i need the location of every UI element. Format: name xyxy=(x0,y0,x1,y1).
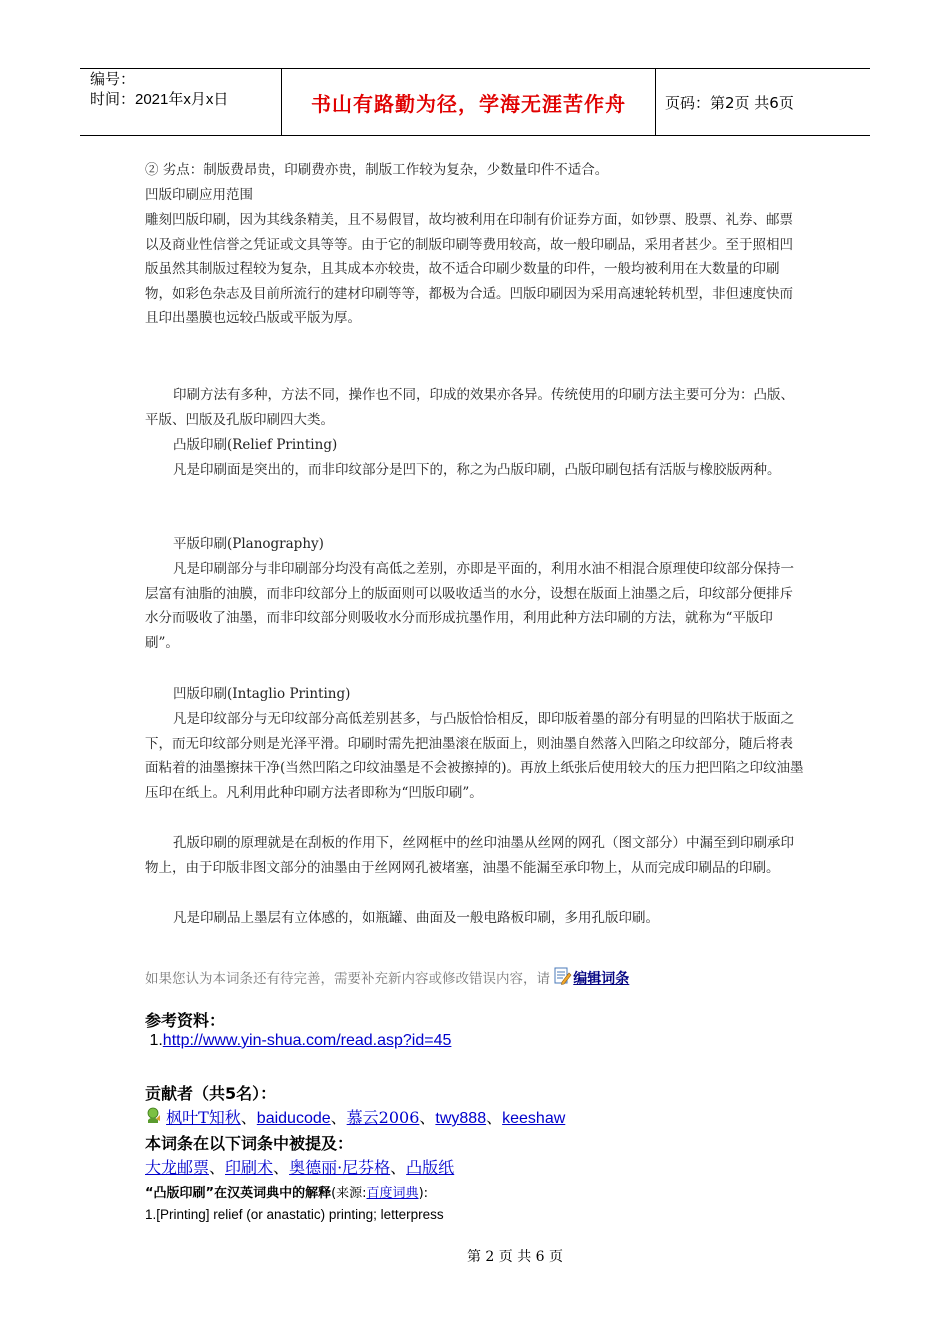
mention-link[interactable]: 印刷术 xyxy=(225,1158,274,1177)
contributor-badge-icon xyxy=(145,1107,161,1125)
page-footer: 第 2 页 共 6 页 xyxy=(466,1249,564,1265)
section-heading: 凸版印刷(Relief Printing) xyxy=(173,437,338,453)
edit-note-text: 如果您认为本词条还有待完善，需要补充新内容或修改错误内容，请 xyxy=(145,971,550,987)
paragraph: 印刷方法有多种，方法不同，操作也不同，印成的效果亦各异。传统使用的印刷方法主要可分为：凸版、平版、凹版及孔版印刷四大类。 xyxy=(145,387,794,428)
contributors-list xyxy=(145,1105,565,1128)
edit-icon[interactable] xyxy=(554,966,572,986)
paragraph: ② 劣点：制版费昂贵，印刷费亦贵，制版工作较为复杂，少数量印件不适合。 xyxy=(145,162,609,178)
dictionary-source-suffix: ): xyxy=(418,1186,429,1201)
dictionary-entry: 1.[Printing] relief (or anastatic) printing; letterpress xyxy=(145,1207,444,1222)
header-divider xyxy=(655,68,656,136)
paragraph: 雕刻凹版印刷，因为其线条精美，且不易假冒，故均被利用在印制有价证券方面，如钞票、股票、礼券、邮票以及商业性信誉之凭证或文具等等。由于它的制版印刷等费用较高，故一般印刷品，采用者甚少。至于照相凹版虽然其制版过程较为复杂，且其成本亦较贵，故不适合印刷少数量的印件，一般均被利用在大数量的印刷物，如彩色杂志及目前所流行的建材印刷等等，都极为合适。凹版印刷因为采用高速轮转机型，非但速度快而且印出墨膜也远较凸版或平版为厚。 xyxy=(145,212,793,326)
contributor-link[interactable]: keeshaw xyxy=(502,1110,566,1127)
paragraph: 凡是印刷部分与非印刷部分均没有高低之差别，亦即是平面的，利用水油不相混合原理使印纹部分保持一层富有油脂的油膜，而非印纹部分上的版面则可以吸收适当的水分，设想在版面上油墨之后，印纹部分便排斥水分而吸收了油墨，而非印纹部分则吸收水分而形成抗墨作用，利用此种方法印刷的方法，就称为“平版印刷”。 xyxy=(145,561,794,651)
separator: 、 xyxy=(330,1108,347,1127)
mentions-list xyxy=(145,1155,454,1178)
code-label: 编号： xyxy=(90,71,136,88)
edit-note xyxy=(145,966,629,988)
reference-index: 1. xyxy=(149,1032,163,1049)
separator: 、 xyxy=(273,1158,290,1177)
edit-entry-link[interactable]: 编辑词条 xyxy=(573,971,630,987)
time-label: 时间：2021年x月x日 xyxy=(90,91,229,108)
contributor-link[interactable]: 枫叶T知秋 xyxy=(166,1108,241,1127)
contributor-link[interactable]: twy888 xyxy=(435,1110,487,1127)
dictionary-source-prefix: (来源: xyxy=(331,1186,367,1201)
dictionary-title xyxy=(145,1182,428,1201)
separator: 、 xyxy=(209,1158,226,1177)
dictionary-source-link[interactable]: 百度词典 xyxy=(366,1186,419,1201)
mention-link[interactable]: 凸版纸 xyxy=(406,1158,455,1177)
references-title: 参考资料： xyxy=(145,1011,226,1030)
separator: 、 xyxy=(240,1108,257,1127)
mentions-title: 本词条在以下词条中被提及： xyxy=(145,1134,354,1153)
section-heading: 平版印刷(Planography) xyxy=(173,536,324,552)
paragraph: 凡是印刷面是突出的，而非印纹部分是凹下的，称之为凸版印刷，凸版印刷包括有活版与橡胶版两种。 xyxy=(173,462,781,478)
paragraph: 凹版印刷应用范围 xyxy=(145,187,253,203)
separator: 、 xyxy=(390,1158,407,1177)
header-motto: 书山有路勤为径，学海无涯苦作舟 xyxy=(311,92,626,116)
paragraph: 孔版印刷的原理就是在刮板的作用下，丝网框中的丝印油墨从丝网的网孔（图文部分）中漏至到印刷承印物上，由于印版非图文部分的油墨由于丝网网孔被堵塞，油墨不能漏至承印物上，从而完成印刷品的印刷。 xyxy=(145,835,794,876)
separator: 、 xyxy=(419,1108,436,1127)
contributors-title: 贡献者（共5名）： xyxy=(145,1084,277,1103)
header-meta xyxy=(90,70,228,110)
mention-link[interactable]: 大龙邮票 xyxy=(145,1158,210,1177)
dictionary-title-text: “凸版印刷”在汉英词典中的解释 xyxy=(145,1186,332,1201)
section-heading: 凹版印刷(Intaglio Printing) xyxy=(173,686,351,702)
separator: 、 xyxy=(486,1108,503,1127)
reference-item xyxy=(145,1032,451,1050)
reference-link[interactable]: http://www.yin-shua.com/read.asp?id=45 xyxy=(162,1032,452,1049)
paragraph: 凡是印刷品上墨层有立体感的，如瓶罐、曲面及一般电路板印刷，多用孔版印刷。 xyxy=(173,910,659,926)
contributor-link[interactable]: 慕云2006 xyxy=(346,1108,420,1127)
header-page-info: 页码：第2页 共6页 xyxy=(665,94,794,112)
mention-link[interactable]: 奥德丽·尼芬格 xyxy=(289,1158,391,1177)
paragraph: 凡是印纹部分与无印纹部分高低差别甚多，与凸版恰恰相反，即印版着墨的部分有明显的凹陷状于版面之下，而无印纹部分则是光泽平滑。印刷时需先把油墨滚在版面上，则油墨自然落入凹陷之印纹部分，随后将表面粘着的油墨擦抹干净(当然凹陷之印纹油墨是不会被擦掉的)。再放上纸张后使用较大的压力把凹陷之印纹油墨压印在纸上。凡利用此种印刷方法者即称为“凹版印刷”。 xyxy=(145,711,804,801)
contributor-link[interactable]: baiducode xyxy=(256,1110,331,1127)
